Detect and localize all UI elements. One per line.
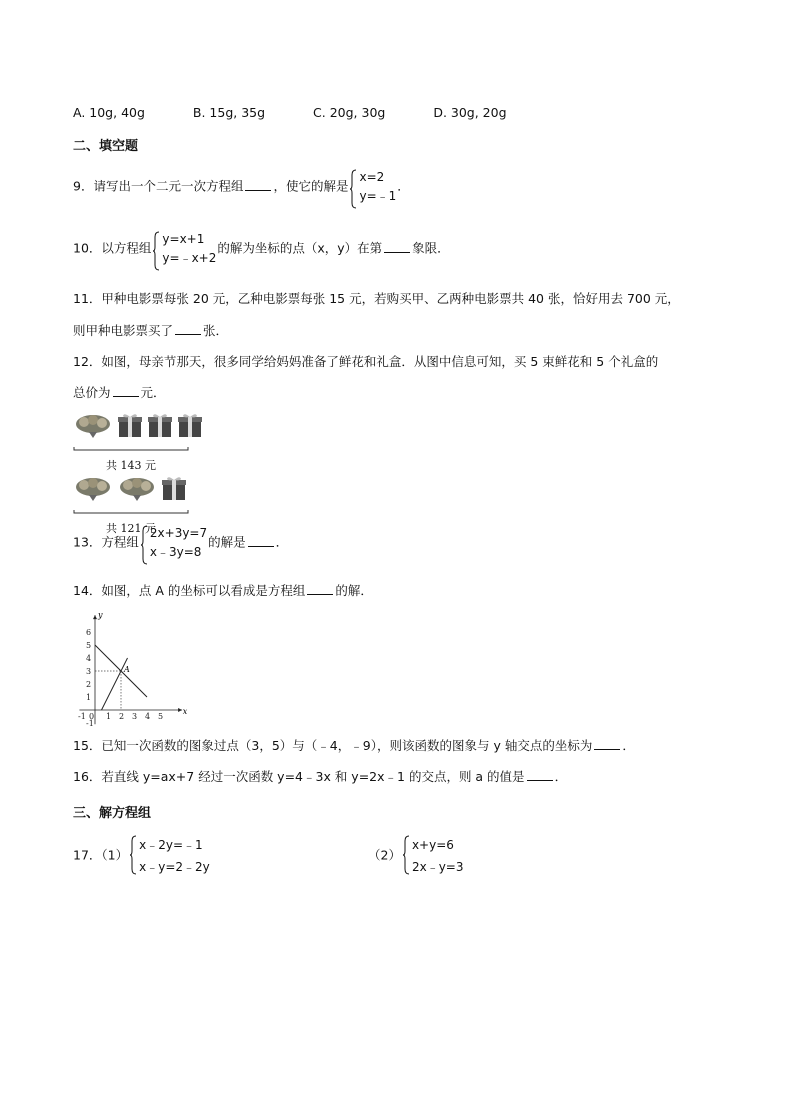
y-tick-label: 2 xyxy=(86,680,92,689)
x-tick-label: 0 xyxy=(89,712,95,721)
gift-box-icon xyxy=(161,475,187,501)
flower-bouquet-icon xyxy=(117,477,157,501)
choice-a: A. 10g, 40g xyxy=(73,105,145,120)
gift-box-icon xyxy=(177,412,203,438)
y-tick-label: -1 xyxy=(86,719,94,728)
equation-system: 2x+3y=7 x﹣3y=8 xyxy=(140,524,207,562)
gift-caption-2: 共 121 元 xyxy=(106,522,156,535)
gift-row-2 xyxy=(73,475,203,501)
equation-system: x=2 y=﹣1 xyxy=(349,168,396,206)
gift-caption-1: 共 143 元 xyxy=(106,459,156,472)
choice-b: B. 15g, 35g xyxy=(192,105,266,120)
brace-icon xyxy=(349,169,357,209)
equation-system: x+y=6 2x﹣y=3 xyxy=(402,834,464,878)
gift-figure xyxy=(73,412,203,536)
question-11-line2: 则甲种电影票买了 张． xyxy=(73,323,229,338)
section2-title: 二、填空题 xyxy=(73,139,139,154)
x-tick-label: 1 xyxy=(106,712,112,721)
answer-blank xyxy=(245,178,271,191)
section3-title: 三、解方程组 xyxy=(73,806,152,821)
y-axis-label: y xyxy=(98,610,103,620)
y-tick-label: 1 xyxy=(86,693,92,702)
y-tick-label: 3 xyxy=(86,667,92,676)
question-14: 14．如图，点 A 的坐标可以看成是方程组 的解． xyxy=(73,583,373,598)
question-11-line1: 11．甲种电影票每张 20 元，乙种电影票每张 15 元，若购买甲、乙两种电影票共 40 张，恰好用去 700 元， xyxy=(73,291,680,306)
y-tick-label: 5 xyxy=(86,641,92,650)
choice-c: C. 20g, 30g xyxy=(313,105,386,120)
x-tick-label: -1 xyxy=(78,712,86,721)
question-13: 13．方程组 2x+3y=7 x﹣3y=8 的解是 ． xyxy=(73,524,288,562)
flower-bouquet-icon xyxy=(73,414,113,438)
flower-bouquet-icon xyxy=(73,477,113,501)
x-tick-label: 2 xyxy=(119,712,125,721)
brace-icon xyxy=(152,231,160,271)
y-axis-arrow-icon xyxy=(93,615,97,619)
answer-blank xyxy=(248,534,274,547)
answer-blank xyxy=(113,384,139,397)
brace-icon xyxy=(402,835,410,875)
bracket-icon xyxy=(73,447,189,453)
equation-system: x﹣2y=﹣1 x﹣y=2﹣2y xyxy=(129,834,210,878)
y-tick-label: 6 xyxy=(86,628,92,637)
question-12-line1: 12．如图，母亲节那天，很多同学给妈妈准备了鲜花和礼盒．从图中信息可知，买 5 束鲜花和 5 个礼盒的 xyxy=(73,354,659,369)
brace-icon xyxy=(129,835,137,875)
coordinate-graph xyxy=(73,606,188,728)
x-tick-label: 3 xyxy=(132,712,138,721)
point-a-label: A xyxy=(124,665,130,674)
question-16: 16．若直线 y=ax+7 经过一次函数 y=4﹣3x 和 y=2x﹣1 的交点，则 a 的值是 ． xyxy=(73,769,568,784)
question-17-part2: （2） x+y=6 2x﹣y=3 xyxy=(368,834,464,878)
x-axis-arrow-icon xyxy=(178,708,182,712)
bracket-icon xyxy=(73,510,189,516)
graph-ticks xyxy=(78,628,163,728)
x-tick-label: 4 xyxy=(145,712,151,721)
gift-row-1 xyxy=(73,412,203,438)
q8-choices xyxy=(73,104,551,122)
answer-blank xyxy=(527,768,553,781)
answer-blank xyxy=(594,737,620,750)
equation-system: y=x+1 y=﹣x+2 xyxy=(152,230,216,268)
answer-blank xyxy=(175,322,201,335)
question-12-line2: 总价为 元． xyxy=(73,385,166,400)
x-axis-label: x xyxy=(182,707,188,716)
question-9: 9．请写出一个二元一次方程组 ，使它的解是 x=2 y=﹣1 ． xyxy=(73,168,410,206)
graph-axes xyxy=(79,615,182,724)
answer-blank xyxy=(307,582,333,595)
answer-blank xyxy=(384,240,410,253)
question-10: 10．以方程组 y=x+1 y=﹣x+2 的解为坐标的点（x，y）在第 象限． xyxy=(73,230,450,268)
choice-d: D. 30g, 20g xyxy=(433,105,507,120)
question-17-part1: 17．（1） x﹣2y=﹣1 x﹣y=2﹣2y xyxy=(73,834,211,878)
y-tick-label: 4 xyxy=(86,654,92,663)
graph-guides xyxy=(95,671,121,710)
x-tick-label: 5 xyxy=(158,712,164,721)
brace-icon xyxy=(140,525,148,565)
gift-box-icon xyxy=(147,412,173,438)
gift-box-icon xyxy=(117,412,143,438)
question-15: 15．已知一次函数的图象过点（3，5）与（﹣4，﹣9），则该函数的图象与 y 轴交点的坐标为 ． xyxy=(73,738,635,753)
